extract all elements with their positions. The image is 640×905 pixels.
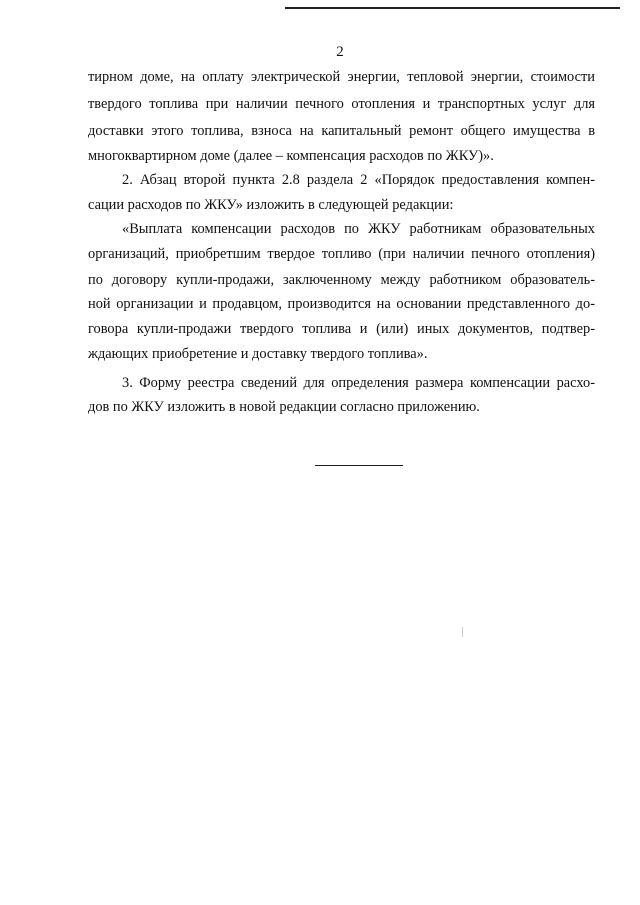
text-line: «Выплата компенсации расходов по ЖКУ работникам образовательных [122,221,595,237]
text-line: дов по ЖКУ изложить в новой редакции согласно приложению. [88,399,480,415]
text-line: 3. Форму реестра сведений для определения размера компенсации расхо- [122,375,595,391]
text-line: тирном доме, на оплату электрической энергии, тепловой энергии, стоимости [88,69,595,85]
text-line: 2. Абзац второй пункта 2.8 раздела 2 «Порядок предоставления компен- [122,172,595,188]
text-line: ной организации и продавцом, производится на основании представленного до- [88,296,595,312]
text-line: по договору купли-продажи, заключенному между работником образователь- [88,272,595,288]
text-line: говора купли-продажи твердого топлива и (или) иных документов, подтвер- [88,321,595,337]
text-line: ждающих приобретение и доставку твердого топлива». [88,346,428,362]
text-line: доставки этого топлива, взноса на капитальный ремонт общего имущества в [88,123,595,139]
closing-rule [315,465,403,466]
text-line: многоквартирном доме (далее – компенсация расходов по ЖКУ)». [88,148,494,164]
header-rule [285,7,620,9]
page-number: 2 [336,44,344,60]
text-line: организаций, приобретшим твердое топливо (при наличии печного отопления) [88,246,595,262]
text-line: сации расходов по ЖКУ» изложить в следующей редакции: [88,197,454,213]
scan-speck [462,627,463,637]
text-line: твердого топлива при наличии печного отопления и транспортных услуг для [88,96,595,112]
